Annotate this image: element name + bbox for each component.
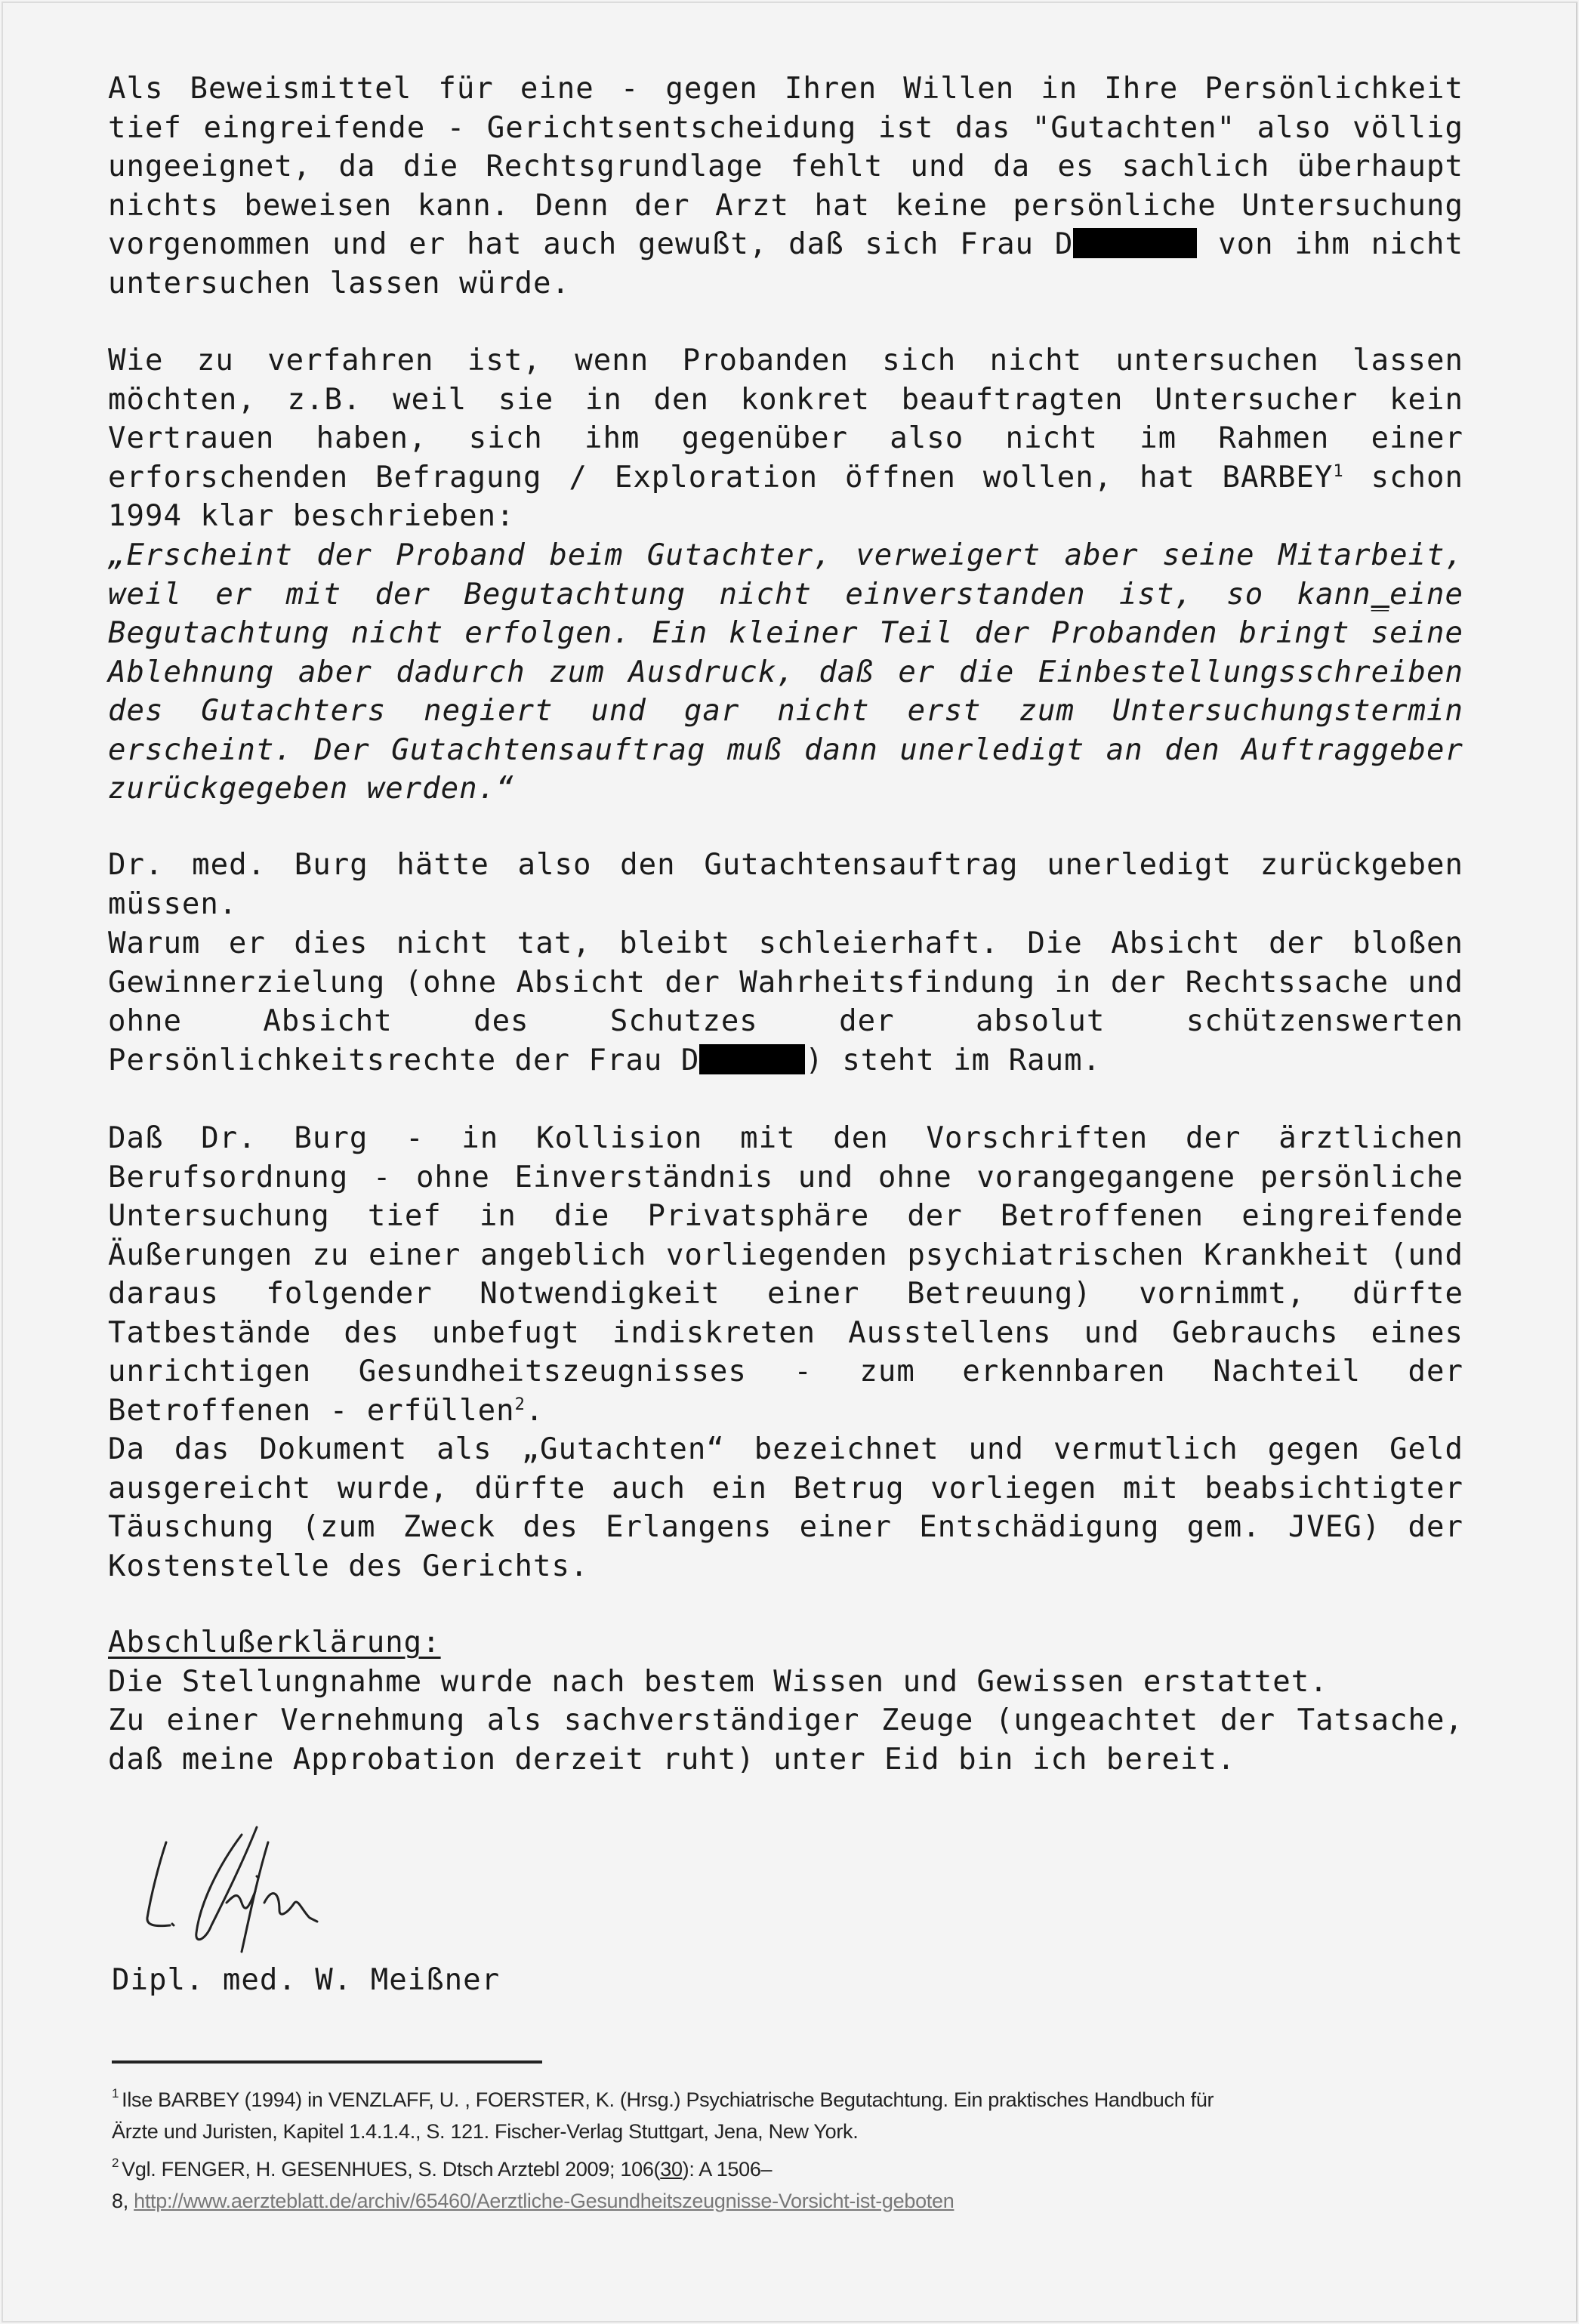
footnote-text: Ilse BARBEY (1994) in VENZLAFF, U. , FOERSTER, K. (Hrsg.) Psychiatrische Begutachtung. Ein praktisches Handbuch für Ärzte und Juristen, Kapitel 1.4.1.4., S. 121. Fischer-Verlag Stuttgart, Jena, New York.: [112, 2088, 1214, 2143]
paragraph-text: ) steht im Raum.: [805, 1043, 1102, 1077]
footnote-number: 1: [112, 2086, 119, 2101]
paragraph-conclusion: [108, 846, 1463, 923]
paragraph-text: Dr. med. Burg hätte also den Gutachtensauftrag unerledigt zurückgeben müssen.: [108, 848, 1463, 921]
footnote-ref: 2: [514, 1395, 526, 1414]
footnote-issue: 30: [660, 2158, 683, 2181]
paragraph-violation: [108, 1119, 1463, 1430]
quote-text: eine Begutachtung nicht erfolgen. Ein kleiner Teil der Probanden bringt seine Ablehnung aber dadurch zum Ausdruck, daß er die Einbestellungsschreiben des Gutachters negiert und gar nicht erst zum Untersuchungstermin erscheint. Der Gutachtensauftrag muß dann unerledigt an den Auftraggeber zurückgegeben werden.“: [108, 577, 1463, 806]
redaction-box: [699, 1044, 805, 1074]
paragraph-fraud: [108, 1430, 1463, 1586]
quote-barbey: [108, 536, 1463, 809]
footnote-text: ): A 1506–: [682, 2158, 773, 2181]
footnote-separator: [112, 2060, 542, 2064]
footnote-ref: 1: [1333, 461, 1344, 481]
paragraph-text: Daß Dr. Burg - in Kollision mit den Vorschriften der ärztlichen Berufsordnung - ohne Einverständnis und ohne vorangegangene persönliche Untersuchung tief in die Privatsphäre der Betroffenen eingreifende Äußerungen zu einer angeblich vorliegenden psychiatrischen Krankheit (und daraus folgender Notwendigkeit einer Betreuung) vornimmt, dürfte Tatbestände des unbefugt indiskreten Ausstellens und Gebrauchs eines unrichtigen Gesundheitszeugnisses - zum erkennbaren Nachteil der Betroffenen - erfüllen: [108, 1121, 1463, 1428]
paragraph-text: Da das Dokument als „Gutachten“ bezeichnet und vermutlich gegen Geld ausgereicht wurde, dürfte auch ein Betrug vorliegen mit beabsichtigter Täuschung (zum Zweck des Erlangens einer Entschädigung gem. JVEG) der Kostenstelle des Gerichts.: [108, 1432, 1463, 1583]
paragraph-procedure: [108, 341, 1463, 536]
footnotes: [112, 2078, 1244, 2217]
paragraph-text: von ihm nicht untersuchen lassen würde.: [108, 227, 1463, 301]
closing-line: Die Stellungnahme wurde nach bestem Wissen und Gewissen erstattet.: [108, 1664, 1328, 1699]
footnote-text: Vgl. FENGER, H. GESENHUES, S. Dtsch Arztebl 2009; 106(: [122, 2158, 661, 2181]
closing-statement: [108, 1623, 1463, 1779]
footnote-2: [112, 2147, 1244, 2185]
paragraph-evidence: [108, 69, 1463, 303]
paragraph-text: Als Beweismittel für eine - gegen Ihren Willen in Ihre Persönlichkeit tief eingreifende - Gerichtsentscheidung ist das "Gutachten" also völlig ungeeignet, da die Rechtsgrundlage fehlt und da es sachlich überhaupt nichts beweisen kann. Denn der Arzt hat keine persönliche Untersuchung vorgenommen und er hat auch gewußt, daß sich Frau D: [108, 72, 1463, 261]
closing-line: Zu einer Vernehmung als sachverständiger Zeuge (ungeachtet der Tatsache, daß meine Approbation derzeit ruht) unter Eid bin ich bereit.: [108, 1703, 1463, 1777]
footnote-text: 8,: [112, 2190, 134, 2212]
paragraph-text: schon 1994 klar beschrieben:: [108, 460, 1463, 533]
quote-text: „Erscheint der Proband beim Gutachter, verweigert aber seine Mitarbeit, weil er mit der Begutachtung nicht einverstanden ist, so kann: [108, 538, 1463, 612]
redaction-box: [1073, 228, 1197, 258]
signature-icon: [136, 1820, 385, 1971]
closing-heading: Abschlußerklärung:: [108, 1626, 441, 1660]
signer-name: Dipl. med. W. Meißner: [112, 1963, 501, 1997]
footnote-number: 2: [112, 2156, 119, 2170]
quote-underscore: _: [1371, 577, 1390, 612]
footnote-1: [112, 2078, 1244, 2147]
paragraph-text: Warum er dies nicht tat, bleibt schleierhaft. Die Absicht der bloßen Gewinnerzielung (ohne Absicht der Wahrheitsfindung in der Rechtssache und ohne Absicht des Schutzes der absolut schützenswerten Persönlichkeitsrechte der Frau D: [108, 926, 1463, 1077]
paragraph-text: Wie zu verfahren ist, wenn Probanden sich nicht untersuchen lassen möchten, z.B. weil sie in den konkret beauftragten Untersucher kein Vertrauen haben, sich ihm gegenüber also nicht im Rahmen einer erforschenden Befragung / Exploration öffnen wollen, hat BARBEY: [108, 344, 1463, 495]
footnote-link[interactable]: http://www.aerzteblatt.de/archiv/65460/Aerztliche-Gesundheitszeugnisse-Vorsicht-ist-geboten: [134, 2190, 954, 2212]
paragraph-text: .: [525, 1393, 544, 1428]
paragraph-motive: [108, 924, 1463, 1080]
footnote-2-continued: [112, 2185, 1244, 2217]
